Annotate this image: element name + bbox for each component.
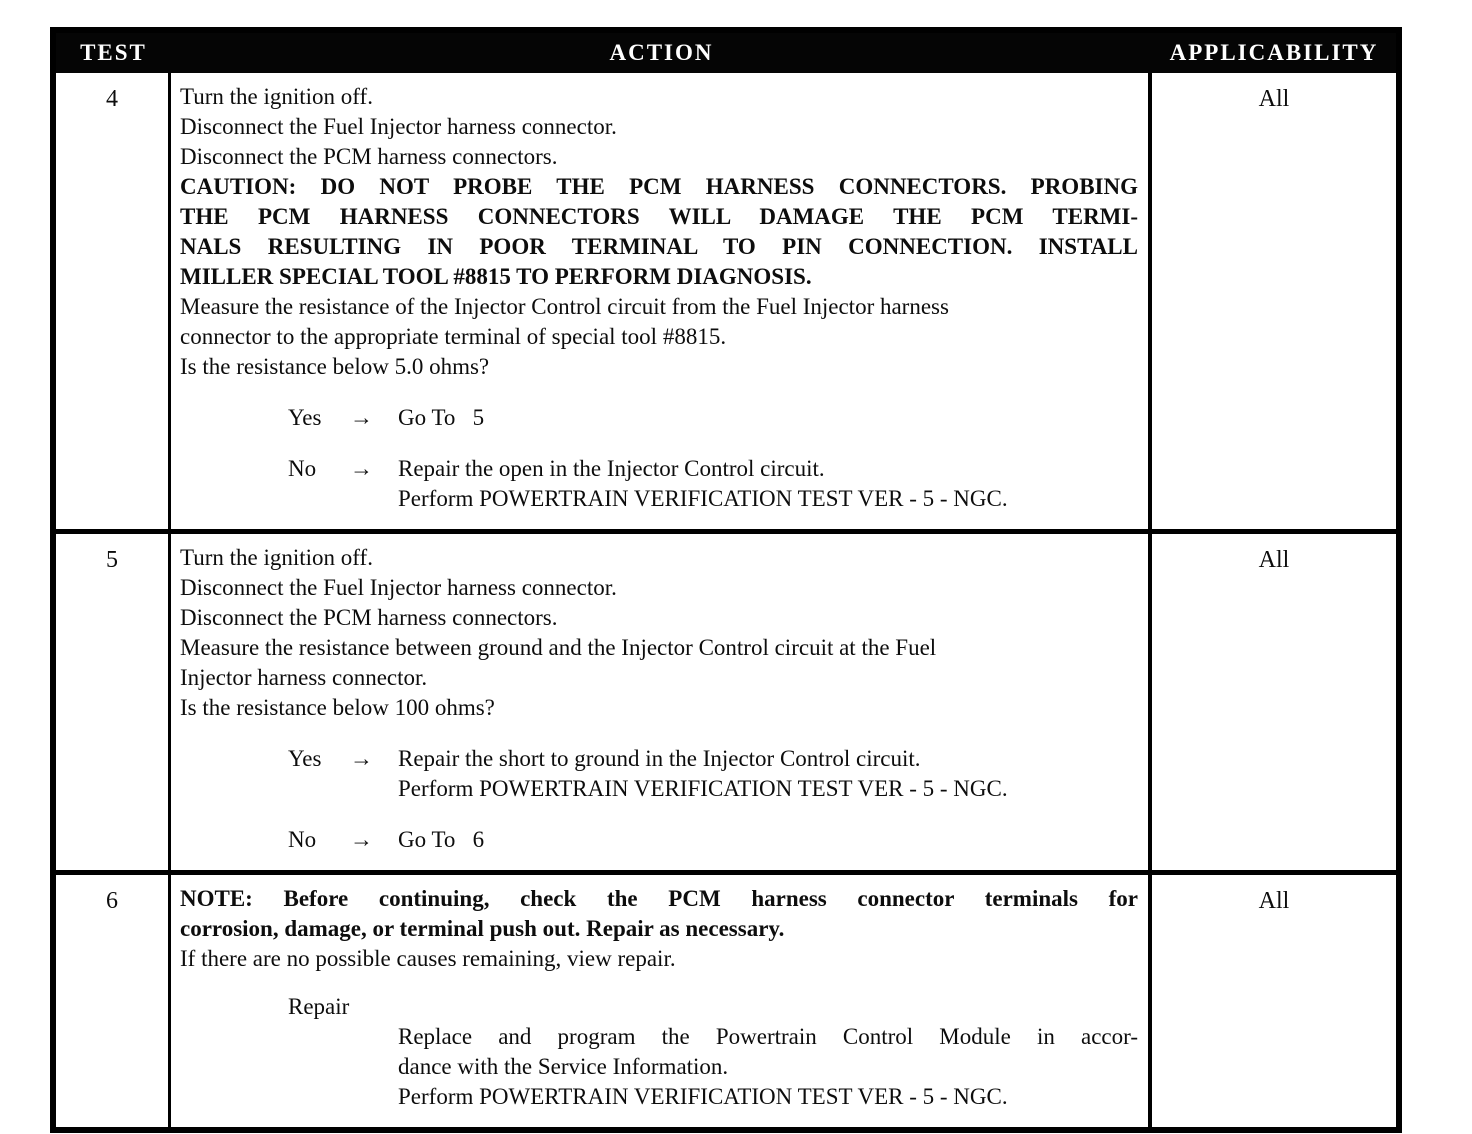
caution-paragraph bbox=[180, 172, 1138, 292]
answer-line: Perform POWERTRAIN VERIFICATION TEST VER - 5 - NGC. bbox=[398, 486, 1008, 511]
repair-line: Replace and program the Powertrain Control Module in accor- bbox=[398, 1024, 1138, 1049]
answer-no bbox=[180, 825, 1138, 855]
caution-line: MILLER SPECIAL TOOL #8815 TO PERFORM DIAGNOSIS. bbox=[180, 264, 812, 289]
test-number: 5 bbox=[56, 534, 171, 870]
header-applicability: APPLICABILITY bbox=[1169, 40, 1379, 65]
caution-line: THE PCM HARNESS CONNECTORS WILL DAMAGE THE PCM TERMI- bbox=[180, 204, 1138, 229]
arrow-icon: → bbox=[350, 456, 373, 481]
note-line: NOTE: Before continuing, check the PCM harness connector terminals for bbox=[180, 886, 1138, 911]
arrow-icon: → bbox=[350, 827, 373, 852]
answer-no bbox=[180, 454, 1138, 514]
action-line: Disconnect the PCM harness connectors. bbox=[180, 144, 558, 169]
answer-label: No bbox=[288, 827, 317, 852]
applicability-value: All bbox=[1258, 86, 1290, 112]
answer-text bbox=[398, 403, 1138, 433]
answer-line: Perform POWERTRAIN VERIFICATION TEST VER - 5 - NGC. bbox=[398, 776, 1008, 801]
answer-line: Repair the short to ground in the Injector Control circuit. bbox=[398, 746, 921, 771]
table-row-test-4 bbox=[56, 73, 1396, 529]
header-action: ACTION bbox=[609, 40, 714, 65]
action-line: If there are no possible causes remaining, view repair. bbox=[180, 946, 676, 971]
answer-line: Go To 6 bbox=[398, 827, 485, 852]
action-line: Disconnect the Fuel Injector harness connector. bbox=[180, 114, 617, 139]
action-line: Disconnect the PCM harness connectors. bbox=[180, 605, 558, 630]
repair-description bbox=[398, 1022, 1138, 1112]
header-test: TEST bbox=[80, 40, 147, 65]
action-line: Measure the resistance between ground and the Injector Control circuit at the Fuel bbox=[180, 635, 937, 660]
test-number: 4 bbox=[56, 73, 171, 529]
answer-text bbox=[398, 744, 1138, 804]
applicability-value: All bbox=[1258, 888, 1290, 914]
answer-text bbox=[398, 454, 1138, 514]
answer-line: Go To 5 bbox=[398, 405, 485, 430]
arrow-icon: → bbox=[350, 405, 373, 430]
answer-label: Yes bbox=[288, 405, 322, 430]
table-row-test-6 bbox=[56, 870, 1396, 1127]
caution-line: CAUTION: DO NOT PROBE THE PCM HARNESS CONNECTORS. PROBING bbox=[180, 174, 1138, 199]
diagnostic-test-table bbox=[50, 27, 1402, 1133]
question-line: Is the resistance below 5.0 ohms? bbox=[180, 354, 490, 379]
repair-line: dance with the Service Information. bbox=[398, 1054, 729, 1079]
answer-line: Repair the open in the Injector Control circuit. bbox=[398, 456, 825, 481]
caution-line: NALS RESULTING IN POOR TERMINAL TO PIN CONNECTION. INSTALL bbox=[180, 234, 1138, 259]
action-line: Disconnect the Fuel Injector harness connector. bbox=[180, 575, 617, 600]
answer-yes bbox=[180, 403, 1138, 433]
answer-label: No bbox=[288, 456, 317, 481]
action-cell bbox=[171, 875, 1152, 1127]
action-line: Injector harness connector. bbox=[180, 665, 428, 690]
arrow-icon: → bbox=[350, 746, 373, 771]
answer-yes bbox=[180, 744, 1138, 804]
table-row-test-5 bbox=[56, 529, 1396, 870]
answer-text bbox=[398, 825, 1138, 855]
test-number: 6 bbox=[56, 875, 171, 1127]
note-line: corrosion, damage, or terminal push out. Repair as necessary. bbox=[180, 916, 785, 941]
repair-label: Repair bbox=[288, 994, 350, 1019]
table-header-row bbox=[56, 33, 1396, 73]
action-line: Turn the ignition off. bbox=[180, 84, 373, 109]
action-line: Turn the ignition off. bbox=[180, 545, 373, 570]
question-line: Is the resistance below 100 ohms? bbox=[180, 695, 495, 720]
action-cell bbox=[171, 73, 1152, 529]
action-cell bbox=[171, 534, 1152, 870]
answer-label: Yes bbox=[288, 746, 322, 771]
action-line: connector to the appropriate terminal of special tool #8815. bbox=[180, 324, 727, 349]
applicability-value: All bbox=[1258, 547, 1290, 573]
action-line: Measure the resistance of the Injector Control circuit from the Fuel Injector harness bbox=[180, 294, 949, 319]
repair-line: Perform POWERTRAIN VERIFICATION TEST VER - 5 - NGC. bbox=[398, 1084, 1008, 1109]
note-paragraph bbox=[180, 884, 1138, 944]
